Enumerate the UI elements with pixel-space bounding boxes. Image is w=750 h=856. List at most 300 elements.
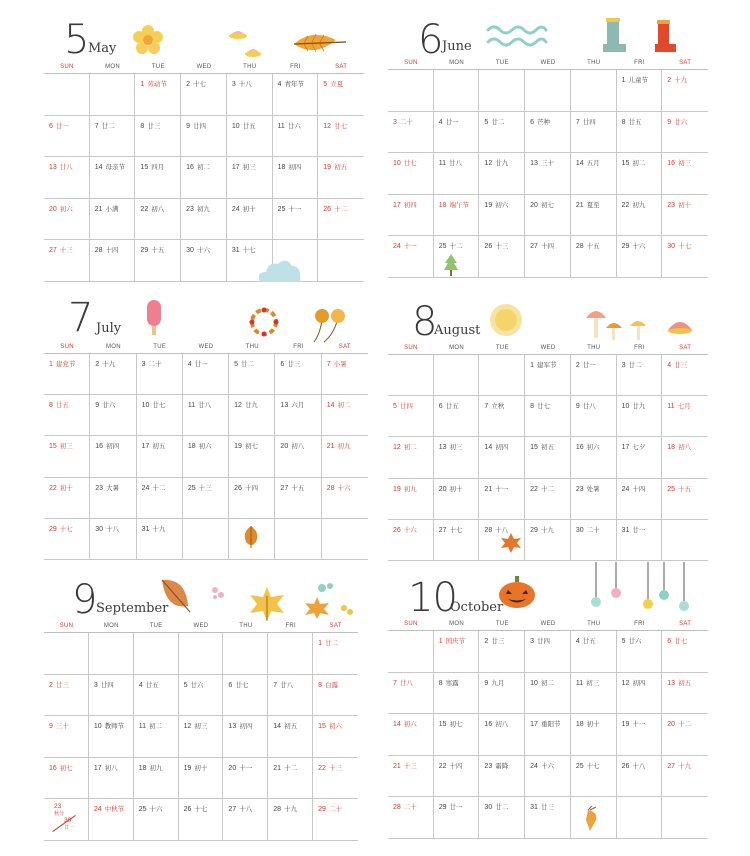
lunar-label: 七月 [677, 403, 691, 411]
day-text [49, 162, 73, 171]
lunar-label: 初八 [151, 205, 165, 213]
lunar-label: 廿一 [632, 526, 646, 534]
day-text [273, 763, 297, 772]
day-number: 27 [49, 247, 57, 255]
day-number: 13 [280, 402, 289, 410]
lunar-label: 初六 [495, 201, 509, 209]
day-cell [135, 116, 181, 158]
day-cell [183, 395, 229, 436]
lunar-label: 廿五 [145, 681, 159, 689]
day-cell [571, 195, 617, 237]
day-cell [313, 633, 358, 675]
lunar-label: 廿三 [147, 122, 161, 130]
lunar-label: 十五 [151, 247, 165, 255]
day-cell [229, 436, 275, 477]
lunar-label: 廿二 [101, 122, 115, 130]
lunar-label: 廿五 [242, 122, 256, 130]
day-number: 26 [393, 526, 401, 534]
day-number: 17 [93, 764, 102, 772]
day-text [186, 79, 206, 88]
lunar-label: 十二 [449, 243, 463, 251]
day-text [140, 162, 164, 171]
lunar-label: 廿九 [244, 402, 258, 410]
day-text [323, 204, 347, 213]
day-number: 9 [95, 402, 100, 410]
day-number: 12 [393, 444, 401, 452]
lunar-label: 廿八 [448, 160, 462, 168]
day-cell [275, 395, 321, 436]
day-number: 20 [280, 443, 289, 451]
day-cell [89, 799, 134, 841]
day-text [273, 804, 297, 813]
maple-leaf-icon [248, 586, 286, 622]
day-cell [313, 758, 358, 800]
day-cell [479, 714, 525, 756]
day-text [234, 400, 258, 409]
lunar-label: 初六 [586, 444, 600, 452]
day-number: 28 [326, 484, 335, 492]
day-cell [183, 354, 229, 395]
day-text [667, 719, 691, 728]
day-number: 10 [393, 160, 401, 168]
day-text [439, 241, 463, 250]
lunar-label: 廿八 [399, 679, 413, 687]
leaf-icon [292, 30, 348, 56]
day-cell [525, 396, 571, 437]
day-text [484, 761, 508, 770]
day-number: 6 [280, 361, 285, 368]
day-number: 11 [438, 160, 446, 168]
lunar-label: 廿五 [55, 402, 69, 410]
lunar-label: 廿一 [449, 804, 463, 812]
day-number: 21 [326, 443, 335, 451]
day-cell [44, 758, 89, 800]
day-text [184, 804, 208, 813]
dots-icon [316, 582, 358, 616]
empty-cell [318, 240, 364, 282]
day-cell [525, 195, 571, 237]
day-number: 23 [484, 762, 493, 770]
lunar-label: 廿八 [198, 402, 212, 410]
day-text [576, 484, 600, 493]
lunar-label: 霜降 [495, 762, 509, 770]
lunar-label: 初八 [291, 443, 305, 451]
day-cell [179, 758, 224, 800]
day-number: 19 [621, 721, 630, 729]
day-cell [388, 112, 434, 154]
day-text [576, 761, 600, 770]
day-number: 6 [49, 122, 53, 130]
lunar-label: 廿三 [491, 638, 505, 645]
day-text [280, 483, 304, 492]
day-cell [89, 758, 134, 800]
day-text [530, 761, 554, 770]
day-number: 29 [621, 243, 630, 251]
lunar-label: 初九 [403, 485, 417, 493]
lunar-label: 十七 [59, 525, 73, 533]
day-number: 23 [575, 485, 584, 493]
date-grid [388, 630, 708, 839]
day-cell [525, 112, 571, 154]
day-cell [662, 195, 708, 237]
wreath-icon [246, 304, 282, 340]
day-cell [181, 199, 227, 241]
lunar-label: 廿九 [632, 403, 646, 411]
weekday-label: MON [105, 64, 121, 70]
day-number: 28 [575, 243, 584, 251]
lunar-label: 初三 [242, 164, 256, 172]
day-cell [525, 355, 571, 396]
day-number: 20 [49, 205, 57, 213]
day-number: 12 [234, 402, 242, 410]
lunar-label: 三十 [55, 723, 69, 731]
day-text [139, 721, 162, 730]
day-cell [183, 478, 229, 519]
day-text [280, 441, 304, 450]
day-number: 4 [667, 362, 672, 369]
day-number: 8 [438, 679, 443, 687]
day-text [439, 802, 463, 811]
day-cell [322, 436, 368, 477]
day-text [393, 761, 417, 770]
day-cell [223, 675, 268, 717]
day-text [95, 483, 119, 492]
day-text [439, 117, 459, 126]
month-number: 7 [68, 295, 93, 341]
day-text [530, 200, 554, 209]
day-number: 27 [280, 484, 289, 492]
day-number: 2 [667, 77, 672, 84]
day-number: 8 [530, 403, 535, 411]
day-number: 24 [141, 484, 150, 492]
day-text [622, 117, 642, 126]
day-text [54, 803, 64, 818]
day-text [280, 359, 300, 368]
day-text [622, 761, 646, 770]
day-text [95, 359, 115, 368]
autumn-leaf-icon [240, 524, 262, 550]
lunar-label: 十七 [449, 526, 463, 534]
empty-cell [134, 633, 179, 675]
lunar-label: 廿七 [334, 122, 348, 130]
day-cell [275, 354, 321, 395]
lunar-label: 廿四 [193, 122, 207, 130]
day-cell [617, 756, 663, 798]
lunar-label: 初六 [198, 443, 212, 451]
day-cell [571, 673, 617, 715]
day-cell [388, 153, 434, 195]
lunar-label: 初八 [495, 721, 509, 729]
lunar-label: 初二 [403, 444, 417, 452]
day-cell [44, 157, 90, 199]
day-cell [89, 716, 134, 758]
day-number: 19 [484, 201, 493, 209]
lunar-label: 初二 [632, 160, 646, 168]
month-august [388, 294, 708, 564]
lunar-label: 廿三 [540, 804, 554, 812]
day-number: 3 [141, 361, 146, 368]
lunar-label: 十五 [678, 485, 692, 493]
month-number: 8 [412, 299, 437, 345]
day-text [530, 719, 560, 728]
day-text [232, 162, 256, 171]
day-cell [223, 799, 268, 841]
lunar-label: 廿四 [582, 118, 596, 126]
day-number: 4 [187, 361, 192, 368]
day-cell [318, 157, 364, 199]
lunar-label: 三十 [540, 160, 554, 168]
day-cell [44, 436, 90, 477]
day-cell [434, 112, 480, 154]
lunar-label: 廿四 [537, 638, 551, 645]
day-number: 22 [318, 764, 326, 772]
weekday-label: TUE [495, 621, 509, 627]
day-number: 15 [140, 164, 149, 172]
empty-cell [617, 797, 663, 839]
day-cell [388, 520, 434, 561]
day-text [622, 360, 642, 369]
day-number: 5 [234, 361, 239, 368]
day-text [186, 162, 210, 171]
lunar-label: 初二 [196, 164, 210, 172]
lunar-label: 十四 [632, 485, 646, 493]
day-cell [662, 631, 708, 673]
lunar-label: 初八 [678, 444, 692, 452]
lunar-label: 十四 [105, 247, 119, 255]
day-text [484, 158, 508, 167]
day-number: 12 [621, 679, 630, 687]
day-text [327, 441, 351, 450]
day-text [530, 241, 554, 250]
day-number: 16 [186, 164, 194, 172]
day-text [667, 158, 691, 167]
lunar-label: 初四 [239, 723, 253, 731]
day-text [576, 158, 600, 167]
day-number: 21 [575, 201, 584, 209]
day-text [484, 117, 504, 126]
lunar-label: 十九 [284, 806, 298, 814]
day-cell [525, 631, 571, 673]
day-text [622, 401, 646, 410]
empty-cell [268, 633, 313, 675]
day-number: 17 [393, 201, 401, 209]
weekday-label: SAT [679, 621, 692, 627]
day-text [234, 441, 258, 450]
day-text [140, 245, 164, 254]
day-text [95, 400, 115, 409]
day-text [530, 117, 550, 126]
lunar-label: 小满 [105, 205, 119, 213]
day-text [484, 442, 508, 451]
lunar-label: 初九 [632, 201, 646, 209]
day-text [622, 484, 646, 493]
day-text [667, 117, 687, 126]
lunar-label: 端午节 [449, 201, 469, 209]
day-text [142, 359, 162, 368]
day-text [232, 79, 252, 88]
day-cell [268, 675, 313, 717]
day-number: 22 [438, 762, 447, 770]
lunar-label: 十六 [403, 526, 417, 534]
weekday-label: THU [243, 64, 257, 70]
day-number: 30 [95, 525, 104, 533]
day-cell [434, 673, 480, 715]
lunar-label: 十一 [403, 243, 417, 251]
weekday-label: SUN [60, 344, 74, 350]
day-text [484, 678, 504, 687]
day-text [576, 636, 596, 645]
day-cell [617, 396, 663, 437]
day-cell [90, 116, 136, 158]
empty-cell [89, 633, 134, 675]
lunar-label: 十二 [284, 764, 298, 772]
day-cell [90, 199, 136, 241]
day-text [318, 804, 342, 813]
day-text [228, 721, 252, 730]
lunar-label: 青年节 [284, 81, 304, 88]
weekday-label: MON [103, 623, 119, 629]
day-number: 21 [484, 485, 493, 493]
day-text [439, 484, 463, 493]
day-cell [227, 74, 273, 116]
day-text [94, 721, 124, 730]
day-cell [479, 631, 525, 673]
day-text [667, 200, 691, 209]
day-cell [617, 714, 663, 756]
weekday-label: SAT [335, 64, 348, 70]
day-number: 29 [438, 804, 447, 812]
day-text [576, 117, 596, 126]
day-cell [229, 478, 275, 519]
day-cell [434, 756, 480, 798]
day-text [393, 678, 413, 687]
day-text [95, 121, 115, 130]
day-text [49, 524, 73, 533]
day-text [232, 121, 256, 130]
day-text [439, 678, 459, 687]
month-june [388, 14, 708, 284]
lunar-label: 初三 [194, 723, 208, 731]
day-text [278, 162, 302, 171]
day-number: 22 [49, 484, 57, 492]
day-cell [44, 716, 89, 758]
lunar-label: 十三 [198, 484, 212, 492]
day-number: 20 [438, 485, 447, 493]
day-text [278, 121, 301, 130]
day-cell [617, 195, 663, 237]
lunar-label: 国庆节 [445, 638, 466, 645]
day-cell [434, 520, 480, 561]
weekday-label: SUN [404, 345, 418, 351]
sun-icon [488, 302, 524, 338]
month-name: June [442, 39, 472, 54]
lunar-label: 廿五 [628, 118, 642, 126]
day-number: 16 [667, 160, 676, 168]
day-number: 1 [49, 361, 53, 368]
month-name: October [450, 600, 504, 615]
day-cell [313, 675, 358, 717]
day-cell [479, 396, 525, 437]
lunar-label: 十七 [242, 247, 256, 255]
weekday-label: FRI [634, 621, 645, 627]
day-number: 11 [667, 403, 675, 411]
carrot-icon [584, 806, 600, 832]
lunar-label: 初七 [244, 443, 258, 451]
day-number: 22 [140, 205, 149, 213]
hanging-ornaments-icon [588, 562, 692, 614]
day-cell [223, 758, 268, 800]
day-number: 1 [318, 640, 323, 647]
weekday-label: WED [540, 345, 556, 351]
day-text [439, 200, 469, 209]
day-cell [525, 437, 571, 478]
lunar-label: 廿一 [55, 122, 69, 130]
day-number: 8 [49, 402, 53, 410]
day-cell [434, 631, 480, 673]
day-text [95, 524, 119, 533]
rain-boot-icon [600, 16, 628, 54]
lunar-label: 十二 [540, 485, 554, 493]
lunar-label: 二十 [399, 118, 413, 126]
day-text [234, 483, 258, 492]
day-cell [434, 479, 480, 520]
lunar-label: 建党节 [55, 361, 76, 368]
day-text [327, 359, 347, 368]
lunar-label: 廿一 [64, 825, 75, 832]
day-text [49, 121, 69, 130]
day-number: 31 [141, 525, 150, 533]
lunar-label: 初七 [540, 201, 554, 209]
lunar-label: 寒露 [445, 679, 459, 687]
lunar-label: 廿四 [399, 403, 413, 411]
date-grid [44, 632, 358, 841]
lunar-label: 小暑 [333, 361, 347, 368]
day-text [530, 442, 554, 451]
day-cell [617, 112, 663, 154]
lunar-label: 初六 [328, 723, 342, 731]
day-cell [44, 478, 90, 519]
day-text [188, 400, 211, 409]
day-cell [617, 479, 663, 520]
empty-cell [479, 355, 525, 396]
day-text [49, 359, 75, 368]
lunar-label: 十九 [102, 361, 116, 368]
day-cell [90, 436, 136, 477]
day-text [622, 158, 646, 167]
day-number: 7 [94, 122, 99, 130]
day-number: 18 [667, 444, 676, 452]
day-number: 16 [484, 721, 493, 729]
lunar-label: 廿一 [445, 118, 459, 126]
month-name: September [96, 601, 169, 616]
day-number: 18 [575, 721, 584, 729]
day-text [49, 763, 73, 772]
day-cell [135, 199, 181, 241]
day-text [186, 245, 210, 254]
day-text [142, 524, 166, 533]
day-cell [571, 396, 617, 437]
day-number: 23 [95, 484, 104, 492]
lunar-label: 廿二 [495, 804, 509, 812]
day-cell [134, 716, 179, 758]
day-cell [181, 74, 227, 116]
lunar-label: 五月 [586, 160, 600, 168]
weekday-label: SAT [329, 623, 342, 629]
day-cell [318, 116, 364, 158]
day-cell [479, 195, 525, 237]
lunar-label: 十九 [678, 762, 692, 770]
day-cell [388, 756, 434, 798]
